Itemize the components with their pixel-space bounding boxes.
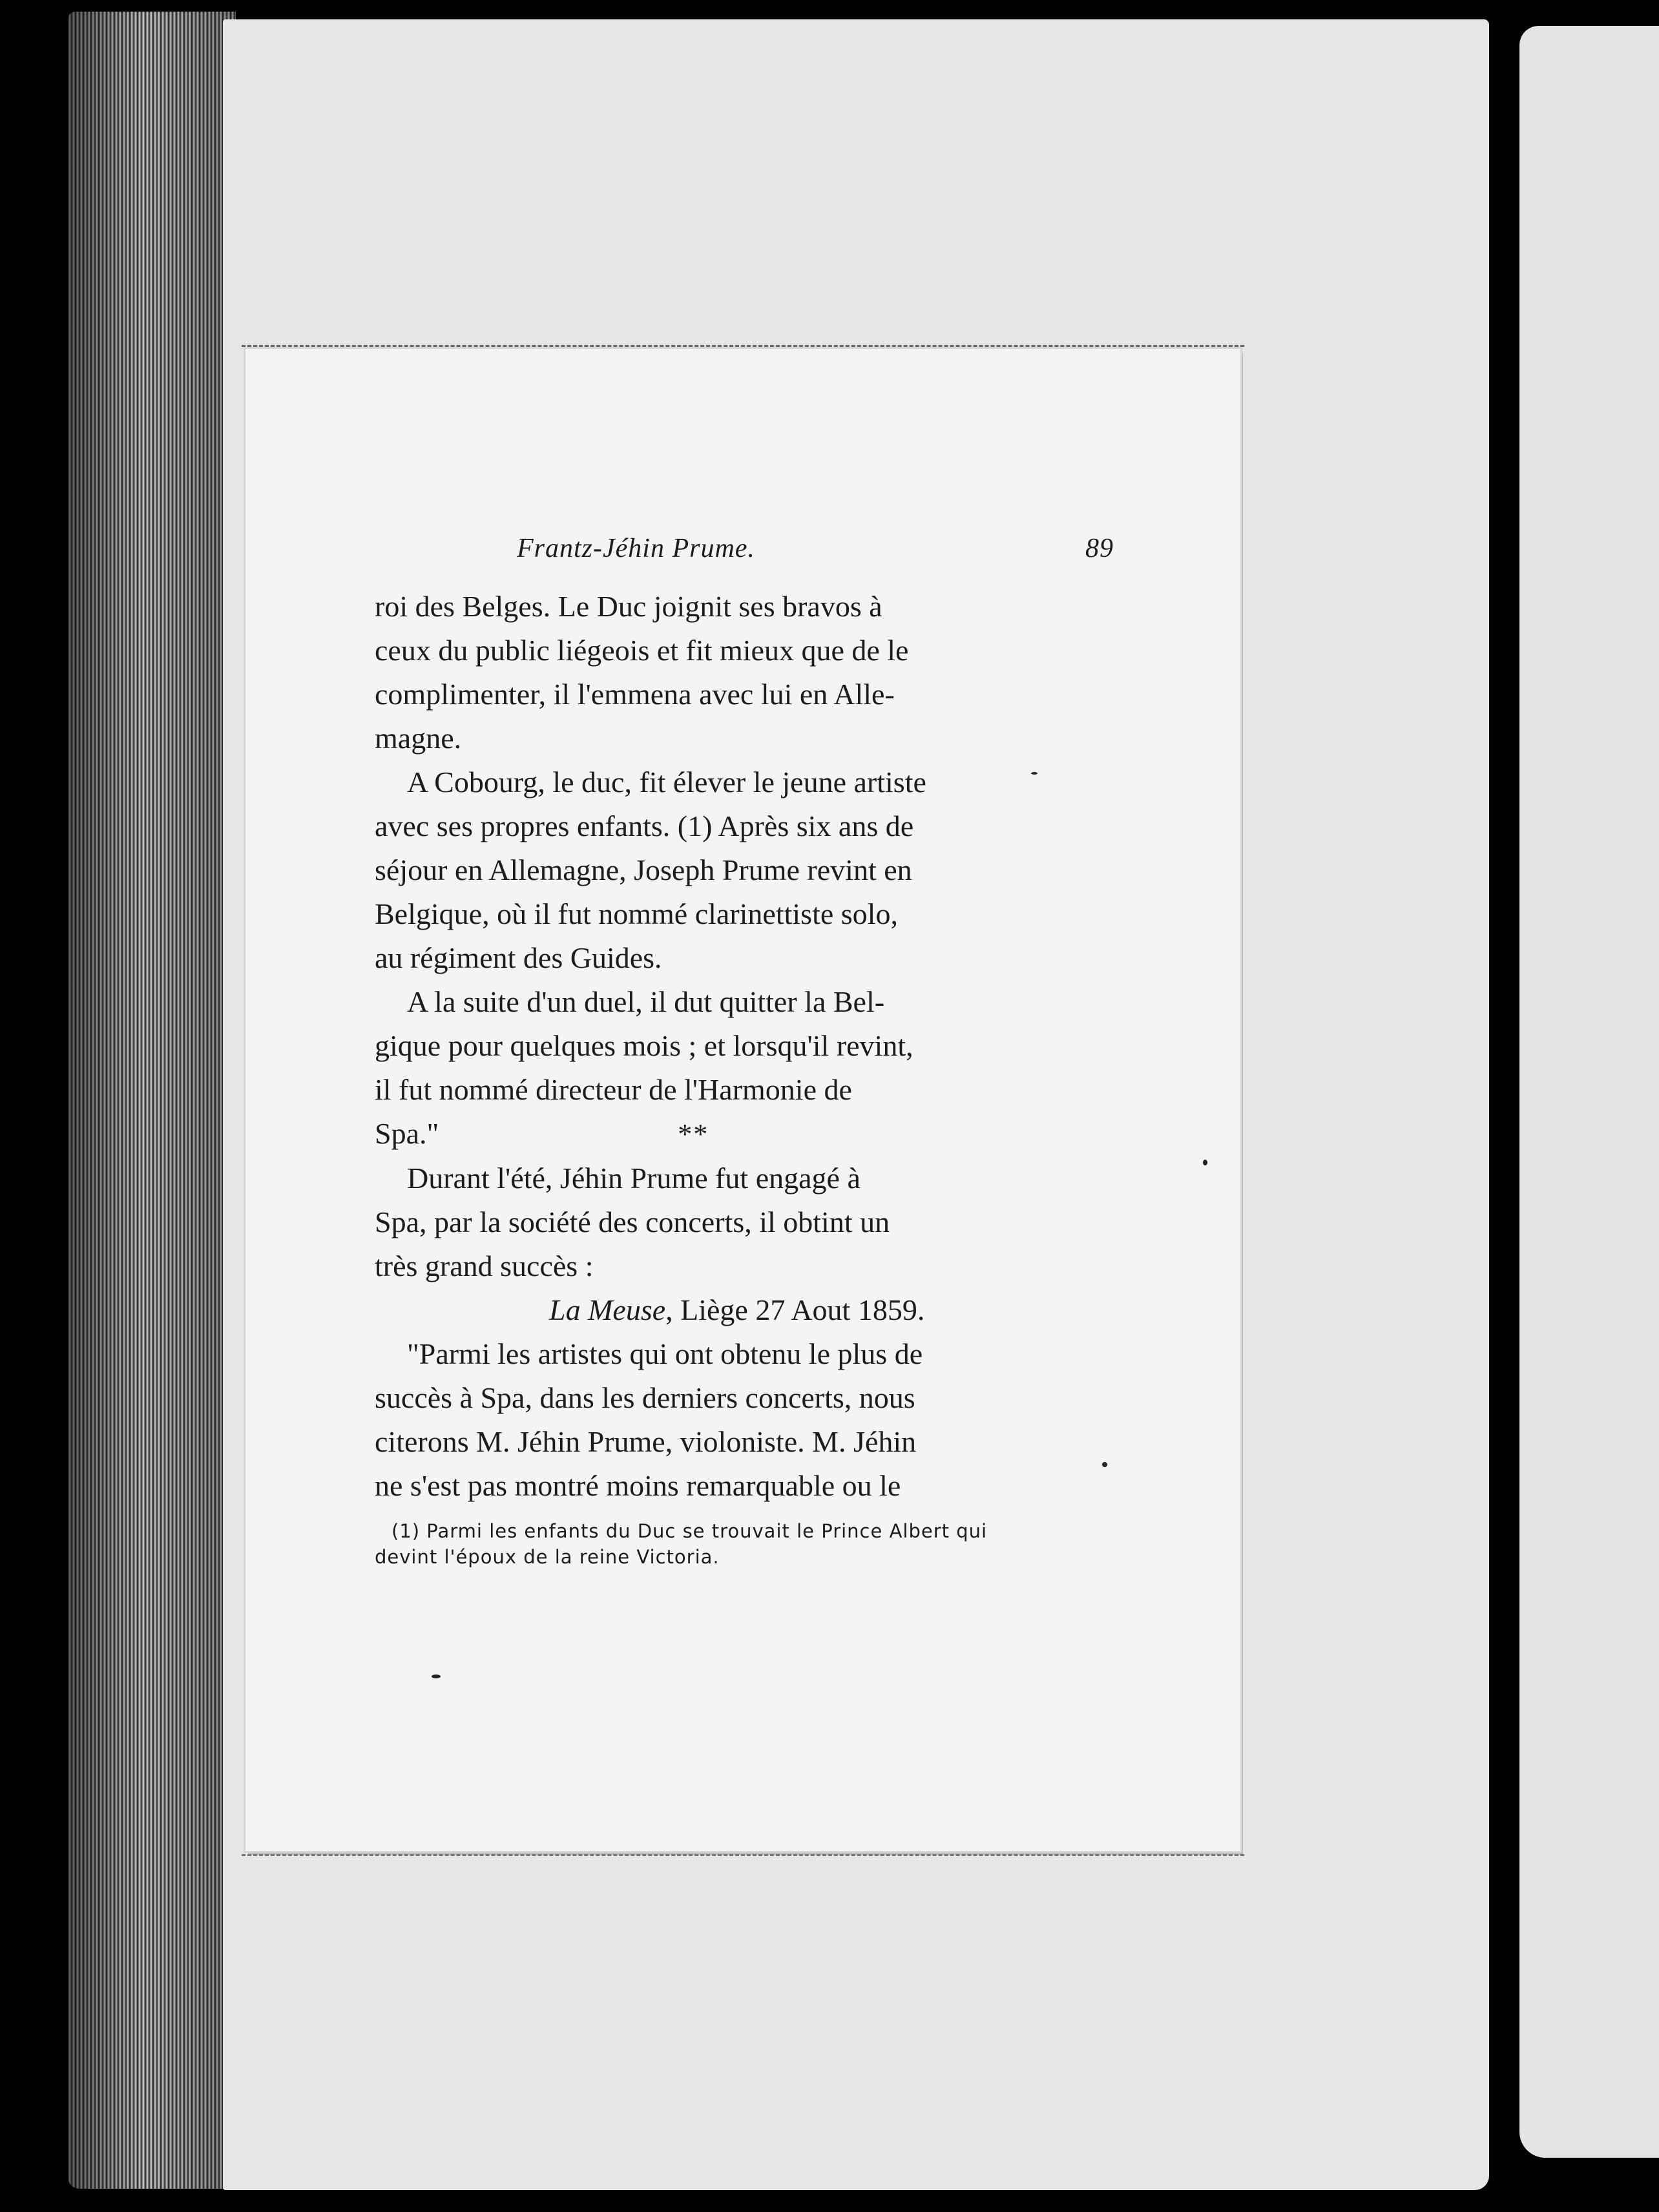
running-head: [375, 533, 1266, 585]
body-text: [375, 585, 1027, 1508]
text-line: ne s'est pas montré moins remarquable ou le: [375, 1469, 901, 1502]
text-line: avec ses propres enfants. (1) Après six ans de: [375, 809, 914, 842]
text-line: A Cobourg, le duc, fit élever le jeune artiste: [407, 766, 926, 798]
footnote: [375, 1518, 1027, 1570]
text-line: Spa, par la société des concerts, il obtint un: [375, 1205, 890, 1238]
text-line: A la suite d'un duel, il dut quitter la Bel-: [407, 985, 885, 1018]
text-line: Durant l'été, Jéhin Prume fut engagé à: [407, 1162, 861, 1195]
text-line: il fut nommé directeur de l'Harmonie de: [375, 1073, 852, 1106]
text-line: très grand succès :: [375, 1249, 594, 1282]
text-line: ceux du public liégeois et fit mieux que de le: [375, 634, 909, 667]
printed-page: [245, 349, 1240, 1851]
footnote-line: devint l'époux de la reine Victoria.: [375, 1546, 720, 1568]
text-line: séjour en Allemagne, Joseph Prume revint en: [375, 853, 912, 886]
asterism-divider: **: [678, 1118, 709, 1150]
text-line: au régiment des Guides.: [375, 941, 662, 974]
dateline-date: , Liège 27 Aout 1859.: [665, 1293, 925, 1326]
text-line: succès à Spa, dans les derniers concerts, nous: [375, 1381, 915, 1414]
speck: [432, 1675, 441, 1678]
text-line: roi des Belges. Le Duc joignit ses bravos à: [375, 590, 882, 623]
newspaper-name: La Meuse: [549, 1293, 666, 1326]
text-line-end: Spa.": [375, 1117, 439, 1150]
page-number: 89: [1085, 534, 1114, 563]
text-line: magne.: [375, 722, 462, 755]
newspaper-dateline: [375, 1288, 1027, 1332]
text-line: [375, 1112, 1027, 1156]
speck: [1203, 1160, 1207, 1165]
page-text-block: [375, 533, 1266, 1570]
text-line: "Parmi les artistes qui ont obtenu le plus de: [407, 1337, 923, 1370]
speck: [1102, 1462, 1107, 1467]
facing-page-edge: [1519, 26, 1659, 2158]
text-line: complimenter, il l'emmena avec lui en Alle-: [375, 678, 895, 711]
book-page-edges: [68, 12, 236, 2189]
footnote-line: (1) Parmi les enfants du Duc se trouvait le Prince Albert qui: [391, 1520, 988, 1542]
text-line: citerons M. Jéhin Prume, violoniste. M. Jéhin: [375, 1425, 917, 1458]
text-line: Belgique, où il fut nommé clarinettiste solo,: [375, 897, 898, 930]
text-line: gique pour quelques mois ; et lorsqu'il revint,: [375, 1029, 913, 1062]
speck: [1031, 772, 1038, 775]
running-title: Frantz-Jéhin Prume.: [517, 534, 755, 563]
